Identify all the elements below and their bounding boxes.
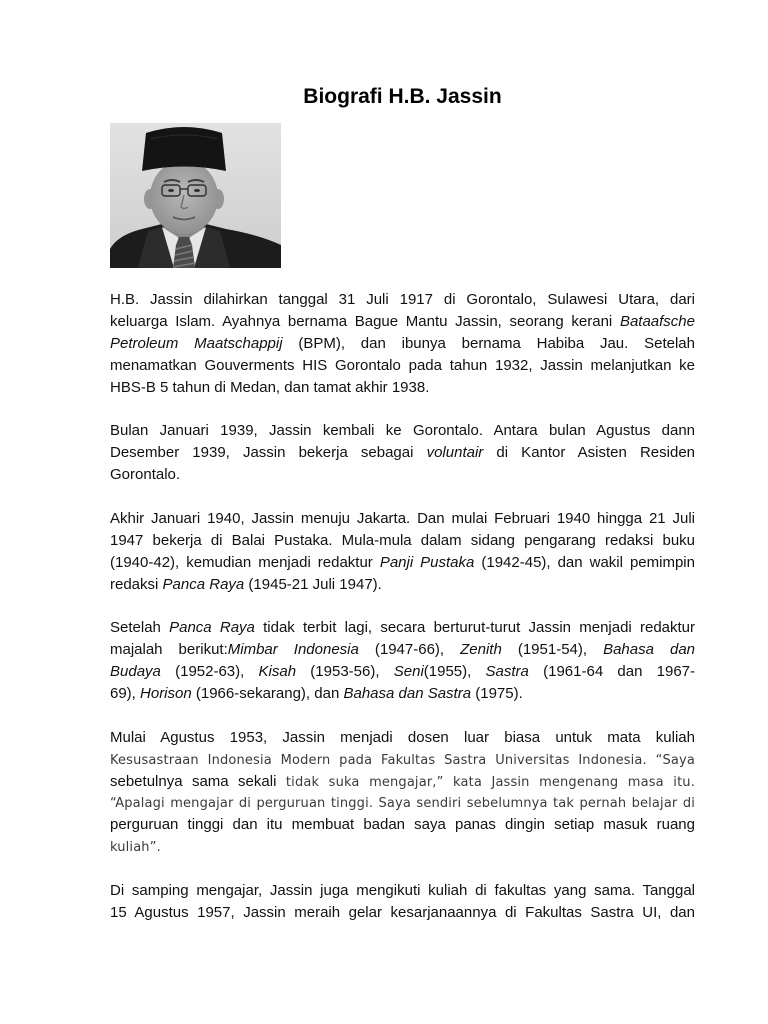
text-run: Desember 1939, Jassin bekerja sebagai [110,444,427,462]
alt-font-text: kuliah”. [110,840,161,856]
text-run: (1961-64 dan 1967- [528,663,696,681]
text-line [110,311,695,333]
text-run: (1940-42), kemudian menjadi redaktur [110,553,380,571]
text-run: (1955), [423,663,486,681]
text-line [110,552,695,574]
text-run: Mulai Agustus 1953, Jassin menjadi dosen luar biasa untuk mata kuliah [110,728,695,746]
text-run: (1945-21 Juli 1947). [244,575,382,593]
text-run: (1947-66), [358,641,461,659]
text-line [110,836,695,858]
text-run: (1953-56), [296,663,394,681]
paragraph [110,508,695,596]
italic-text: voluntair [426,444,484,462]
text-run: (1942-45), dan wakil pemimpin [474,553,695,571]
italic-text: Bahasa dan [603,641,696,659]
paragraph [110,880,695,924]
text-line [110,902,695,924]
text-run: HBS-B 5 tahun di Medan, dan tamat akhir 1938. [110,378,430,396]
italic-text: Sastra [485,663,529,681]
italic-text: Horison [140,685,192,703]
text-line [110,377,695,399]
page-title: Biografi H.B. Jassin [303,85,502,108]
text-line [110,289,695,311]
italic-text: Bahasa dan Sastra [343,685,472,703]
text-run: majalah berikut: [110,641,228,659]
text-line [110,727,695,749]
text-run: H.B. Jassin dilahirkan tanggal 31 Juli 1917 di Gorontalo, Sulawesi Utara, dari [110,291,695,308]
text-run: menamatkan Gouverments HIS Gorontalo pada tahun 1932, Jassin melanjutkan ke [110,356,695,374]
italic-text: Panca Raya [162,575,245,593]
text-run: Di samping mengajar, Jassin juga mengikuti kuliah di fakultas yang sama. Tanggal [110,882,695,900]
text-run: (1975). [471,685,523,703]
text-line [110,464,695,486]
text-line [110,814,695,836]
paragraph [110,289,695,398]
italic-text: Bataafsche [619,312,695,330]
text-line [110,355,695,377]
text-line [110,771,695,793]
portrait-photo [110,123,281,268]
alt-font-text: tidak suka mengajar,” kata Jassin mengenang masa itu. [276,774,695,790]
text-run: 69), [110,685,141,703]
italic-text: Budaya [110,663,161,681]
paragraph [110,727,695,858]
text-line [110,617,695,639]
text-run: (1952-63), [160,663,259,681]
italic-text: Kisah [258,663,297,681]
text-run: sebetulnya sama sekali [110,772,277,790]
text-line [110,792,695,814]
text-run: tidak terbit lagi, secara berturut-turut Jassin menjadi redaktur [254,619,696,637]
text-run: perguruan tinggi dan itu membuat badan saya panas dingin setiap masuk ruang [110,816,695,834]
alt-font-text: Kesusastraan Indonesia Modern pada Fakultas Sastra Universitas Indonesia. “Saya [110,752,695,768]
text-run: keluarga Islam. Ayahnya bernama Bague Mantu Jassin, seorang kerani [110,312,620,330]
italic-text: Mimbar Indonesia [227,641,359,659]
text-line [110,639,695,661]
text-run: Bulan Januari 1939, Jassin kembali ke Gorontalo. Antara bulan Agustus dann [110,422,695,440]
italic-text: Seni [393,663,424,681]
text-run: (1966-sekarang), dan [191,685,344,703]
italic-text: Petroleum Maatschappij [110,334,283,352]
body-text [110,289,695,946]
paragraph [110,420,695,486]
text-run: 1947 bekerja di Balai Pustaka. Mula-mula dalam sidang pengarang redaksi buku [110,531,695,549]
text-line [110,420,695,442]
text-run: 15 Agustus 1957, Jassin meraih gelar kesarjanaannya di Fakultas Sastra UI, dan [110,903,695,921]
text-line [110,530,695,552]
text-run: redaksi [110,575,163,593]
text-line [110,333,695,355]
text-run: (1951-54), [501,641,604,659]
text-line [110,574,695,596]
text-run: di Kantor Asisten Residen [483,444,696,462]
text-line [110,683,695,705]
text-line [110,442,695,464]
text-run: Setelah [110,619,170,637]
text-run: Gorontalo. [110,466,181,484]
text-run: (BPM), dan ibunya bernama Habiba Jau. Setelah [282,334,695,352]
italic-text: Zenith [460,641,502,659]
text-line [110,508,695,530]
text-run: Akhir Januari 1940, Jassin menuju Jakarta. Dan mulai Februari 1940 hingga 21 Juli [110,509,695,527]
italic-text: Panji Pustaka [379,553,475,571]
text-line [110,661,695,683]
italic-text: Panca Raya [169,619,255,637]
alt-font-text: “Apalagi mengajar di perguruan tinggi. Saya sendiri sebelumnya tak pernah belajar di [110,796,695,812]
text-line [110,749,695,771]
paragraph [110,617,695,705]
text-line [110,880,695,902]
